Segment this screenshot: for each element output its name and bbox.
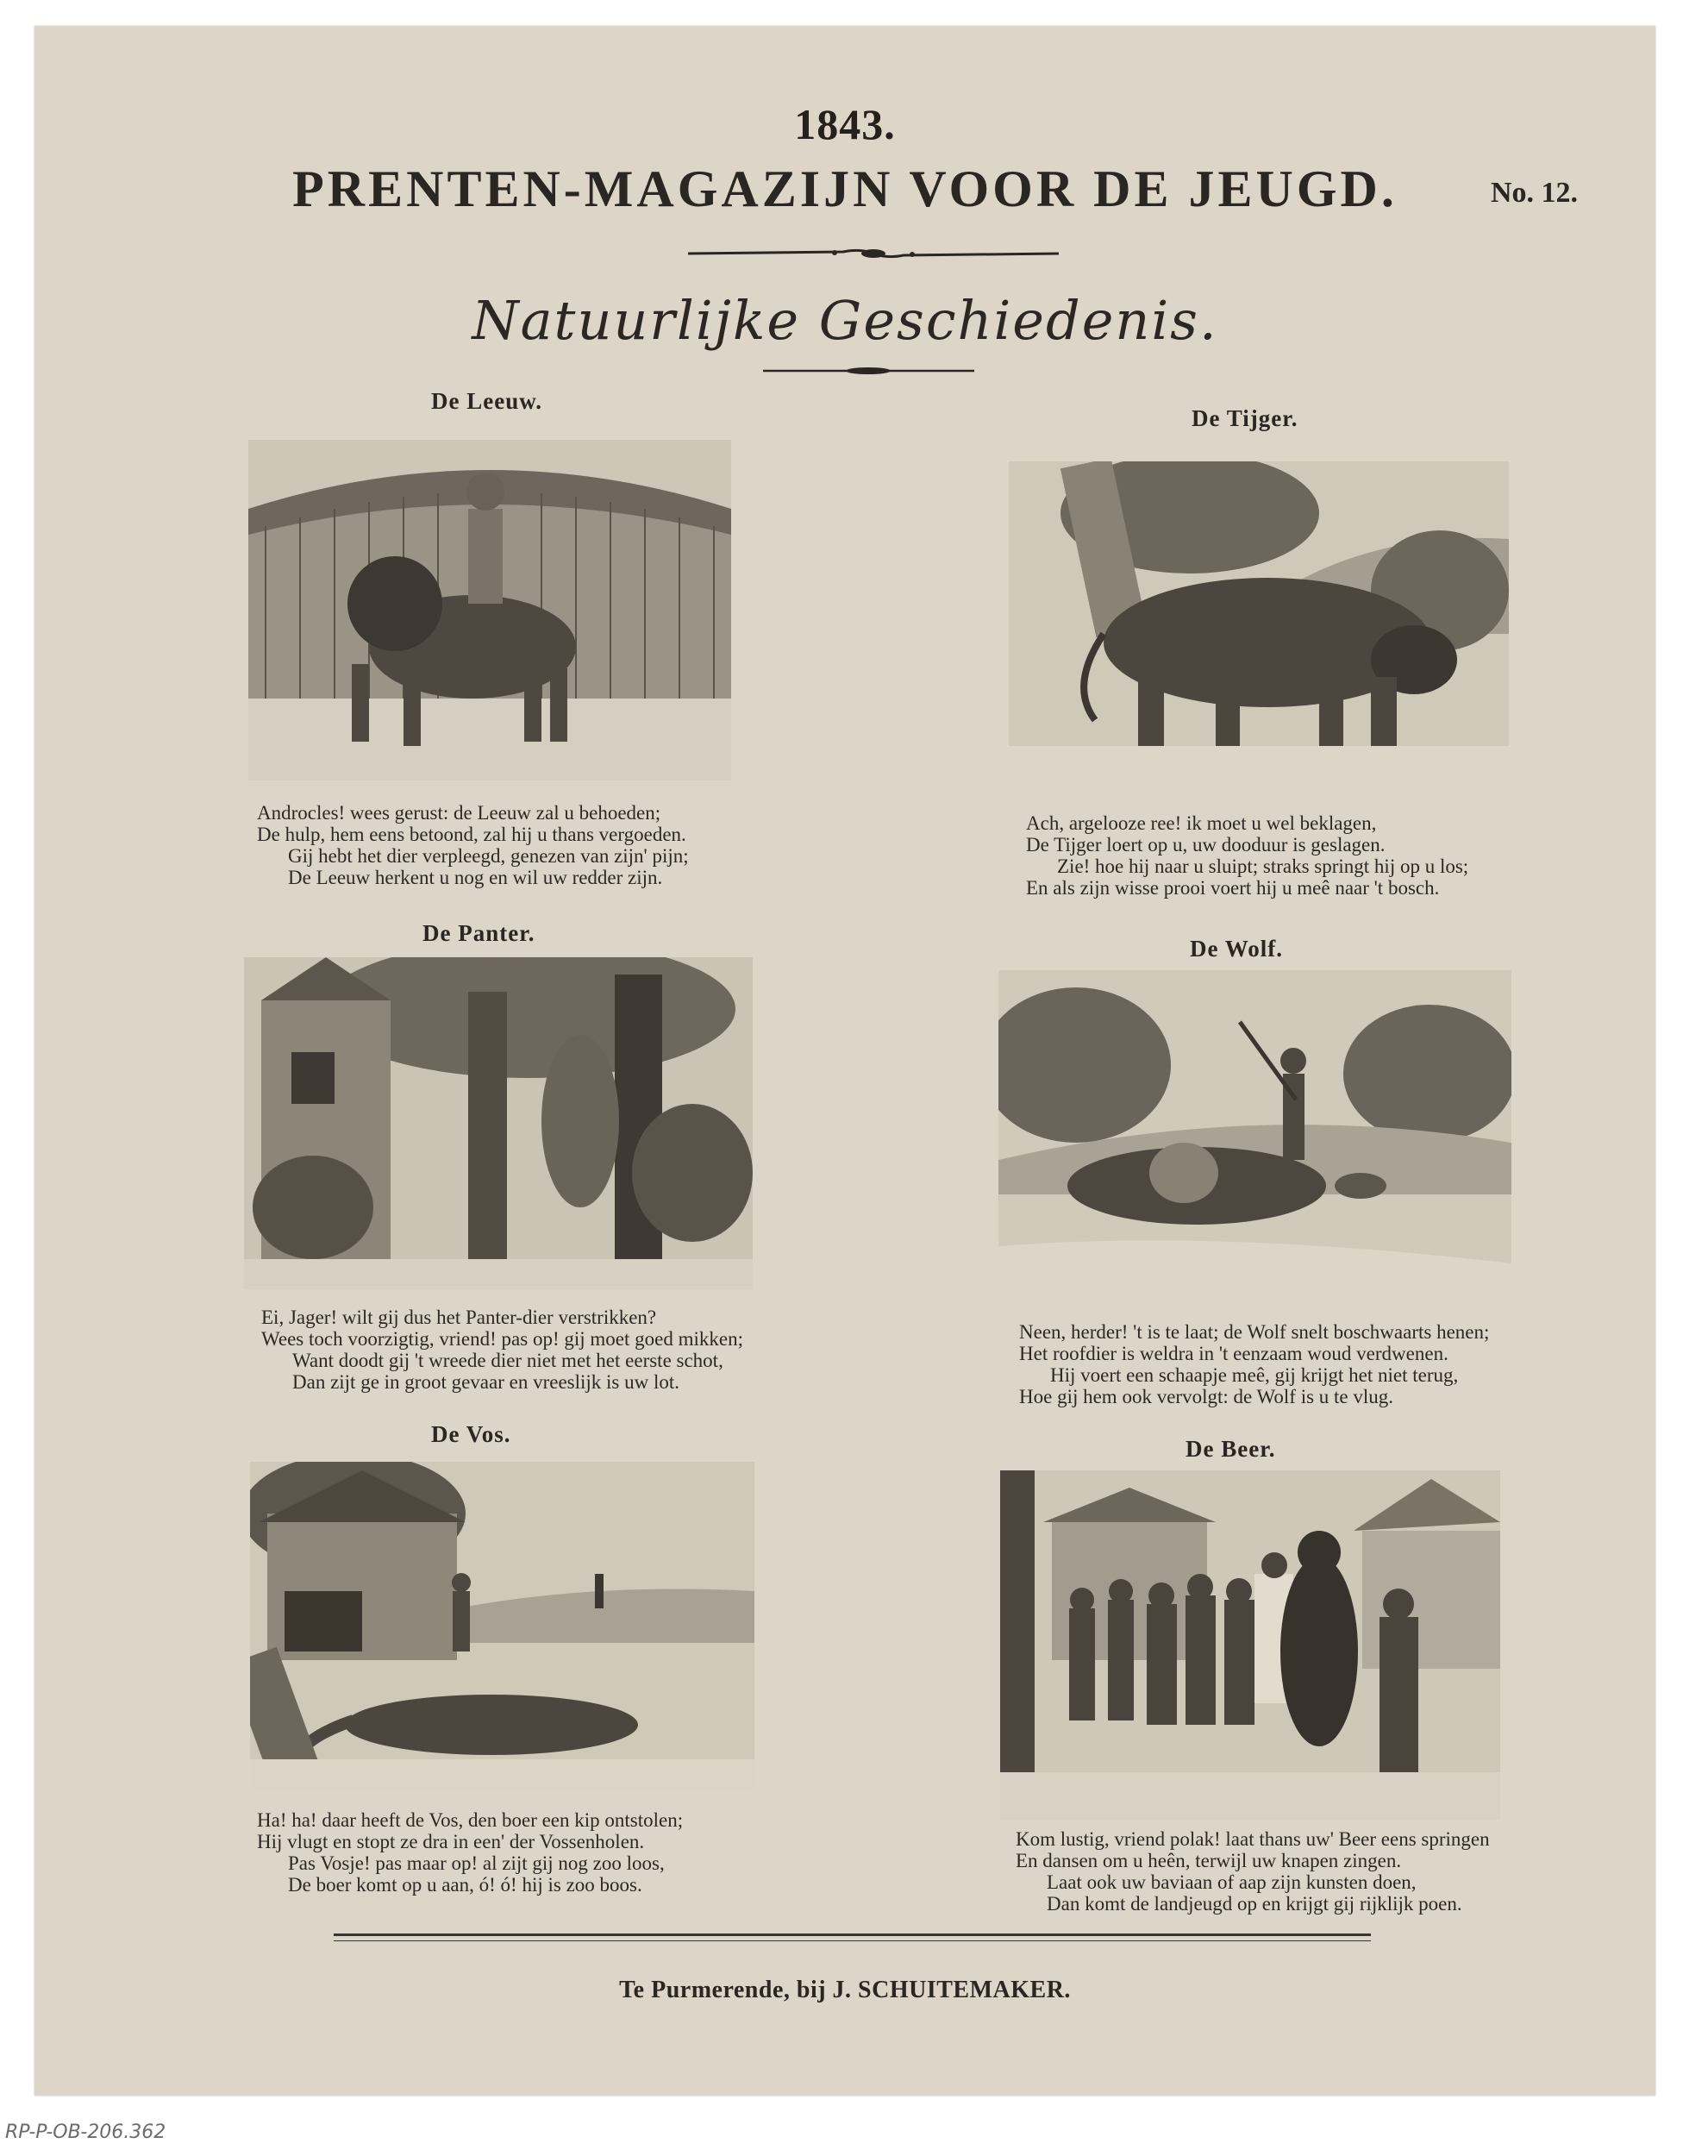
panel-title: De Beer. (1186, 1436, 1276, 1462)
wolf-engraving-icon (998, 970, 1511, 1311)
verse-line: Laat ook uw baviaan of aap zijn kunsten doen, (1047, 1871, 1417, 1893)
section-subtitle: Natuurlijke Geschiedenis. (472, 289, 1218, 352)
verse-line: Hij vlugt en stopt ze dra in een' der Vossenholen. (257, 1831, 645, 1852)
verse-line: Ha! ha! daar heeft de Vos, den boer een kip ontstolen; (257, 1809, 684, 1831)
verse-line: En als zijn wisse prooi voert hij u meê naar 't bosch. (1026, 877, 1440, 899)
year-heading: 1843. (794, 100, 896, 148)
verse-line: En dansen om u heên, terwijl uw knapen zingen. (1016, 1850, 1402, 1871)
verse-line: Ei, Jager! wilt gij dus het Panter-dier verstrikken? (261, 1307, 657, 1328)
flourish-ornament-bottom (763, 364, 974, 378)
fox-engraving-icon (250, 1462, 754, 1789)
verse-line: Want doodt gij 't wreede dier niet met het eerste schot, (292, 1350, 723, 1371)
footer-rule-top (334, 1934, 1371, 1936)
panel-verse (257, 1809, 683, 1896)
verse-line: De Tijger loert op u, uw dooduur is geslagen. (1026, 834, 1386, 856)
verse-line: Wees toch voorzigtig, vriend! pas op! gij moet goed mikken; (261, 1328, 743, 1350)
publisher-imprint: Te Purmerende, bij J. SCHUITEMAKER. (619, 1977, 1071, 2003)
issue-number: No. 12. (1490, 177, 1578, 209)
verse-line: Gij hebt het dier verpleegd, genezen van zijn' pijn; (288, 845, 689, 867)
print-sheet (34, 26, 1655, 2096)
panel-title: De Panter. (422, 920, 535, 946)
catalog-number: RP-P-OB-206.362 (5, 2122, 166, 2143)
verse-line: Kom lustig, vriend polak! laat thans uw' Beer eens springen (1016, 1828, 1490, 1850)
verse-line: Androcles! wees gerust: de Leeuw zal u behoeden; (257, 802, 661, 824)
verse-line: De hulp, hem eens betoond, zal hij u thans vergoeden. (257, 824, 686, 845)
verse-line: De boer komt op u aan, ó! ó! hij is zoo boos. (288, 1874, 642, 1896)
panel-verse (261, 1307, 743, 1393)
masthead-title: PRENTEN-MAGAZIJN VOOR DE JEUGD. (292, 160, 1398, 217)
verse-line: De Leeuw herkent u nog en wil uw redder zijn. (288, 867, 663, 888)
panel-title: De Tijger. (1192, 405, 1298, 431)
panel-verse (257, 802, 689, 888)
panel-title: De Vos. (431, 1421, 511, 1447)
footer-rule-bottom (334, 1940, 1371, 1941)
verse-line: Hoe gij hem ook vervolgt: de Wolf is u te vlug. (1019, 1386, 1394, 1407)
verse-line: Dan komt de landjeugd op en krijgt gij rijklijk poen. (1047, 1893, 1462, 1915)
verse-line: Hij voert een schaapje meê, gij krijgt het niet terug, (1050, 1364, 1459, 1386)
panther-engraving-icon (244, 957, 753, 1289)
bear-engraving-icon (1000, 1470, 1500, 1820)
tiger-engraving-icon (1009, 461, 1509, 802)
panel-title: De Wolf. (1190, 936, 1283, 962)
panel-title: De Leeuw. (431, 388, 542, 414)
verse-line: Ach, argelooze ree! ik moet u wel beklagen, (1026, 812, 1377, 834)
verse-line: Pas Vosje! pas maar op! al zijt gij nog zoo loos, (288, 1852, 665, 1874)
verse-line: Zie! hoe hij naar u sluipt; straks springt hij op u los; (1057, 856, 1469, 877)
lion-engraving-icon (248, 440, 731, 780)
verse-line: Dan zijt ge in groot gevaar en vreeslijk is uw lot. (292, 1371, 680, 1393)
panel-verse (1016, 1828, 1490, 1915)
verse-line: Het roofdier is weldra in 't eenzaam woud verdwenen. (1019, 1343, 1448, 1364)
flourish-ornament-top (688, 243, 1059, 264)
panel-verse (1019, 1321, 1489, 1407)
verse-line: Neen, herder! 't is te laat; de Wolf snelt boschwaarts henen; (1019, 1321, 1490, 1343)
panel-verse (1026, 812, 1468, 899)
